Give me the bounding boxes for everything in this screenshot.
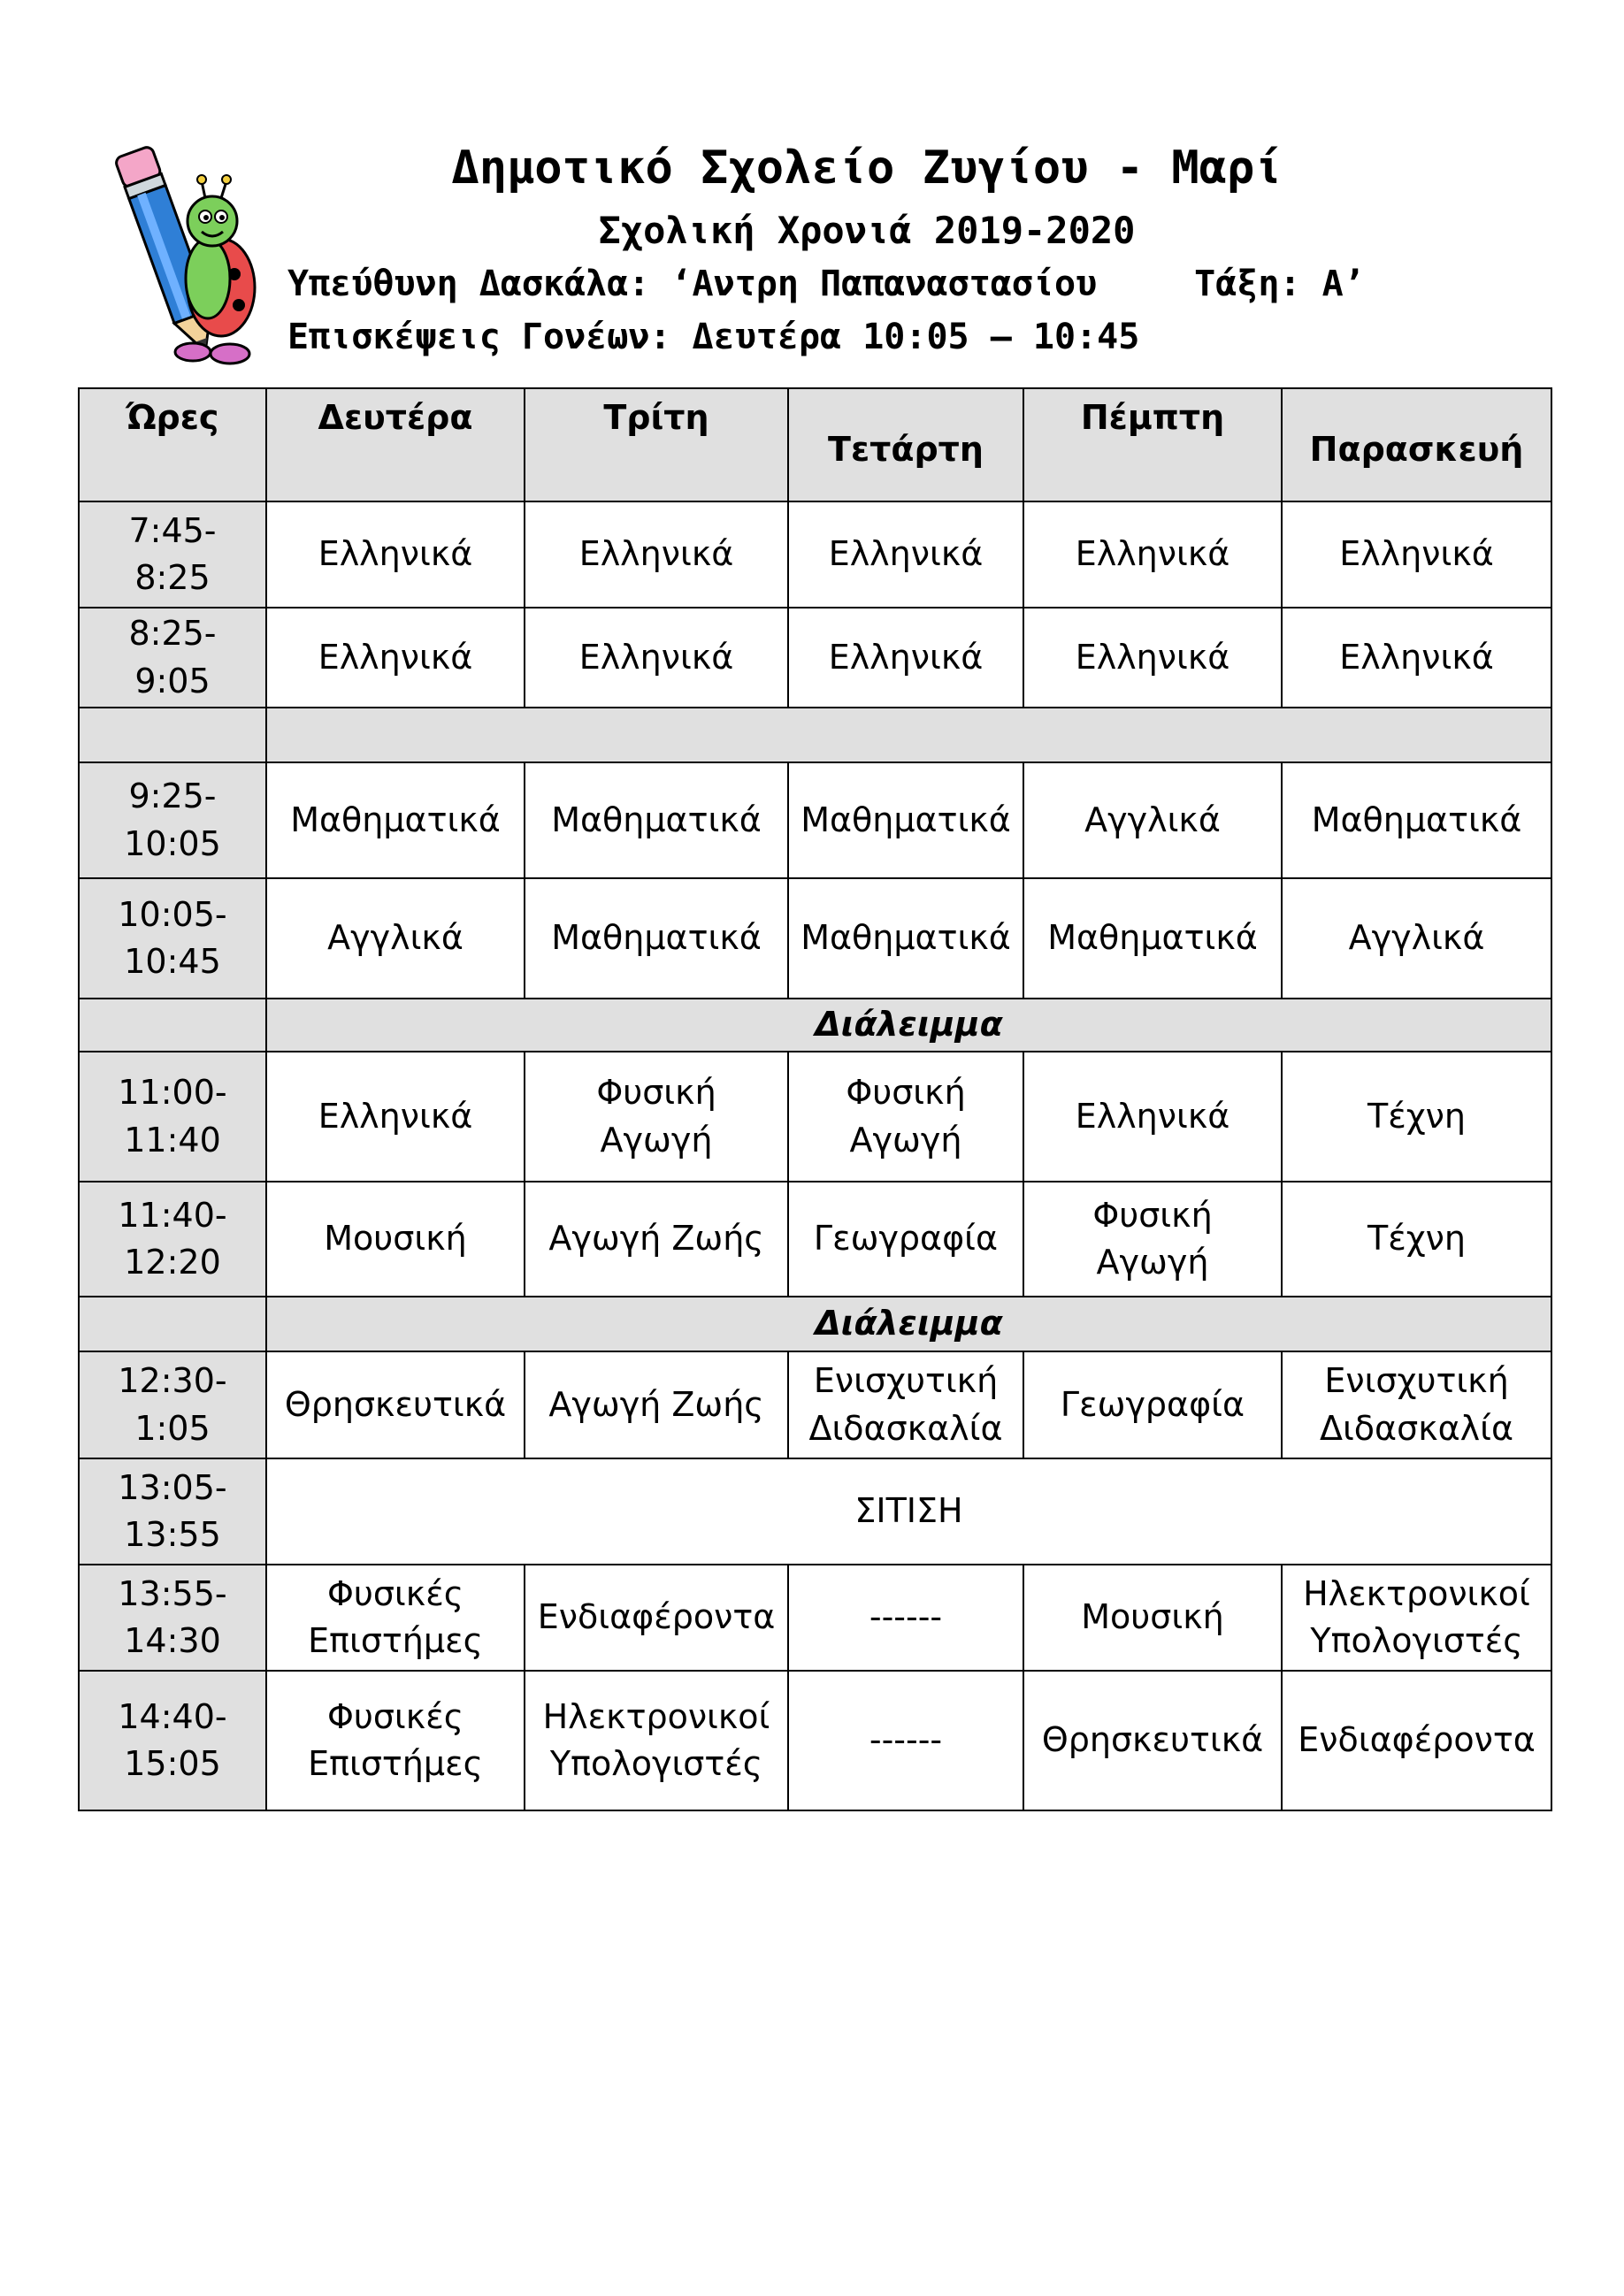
time-cell: 12:30- 1:05 bbox=[79, 1351, 266, 1458]
table-header-row bbox=[79, 388, 1551, 501]
lesson-cell: Ελληνικά bbox=[1282, 608, 1551, 708]
lesson-cell: Αγγλικά bbox=[1023, 762, 1282, 878]
lesson-cell: Γεωγραφία bbox=[788, 1182, 1023, 1297]
time-cell: 13:05- 13:55 bbox=[79, 1458, 266, 1565]
lesson-cell: Ενδιαφέροντα bbox=[1282, 1671, 1551, 1810]
lesson-cell: Φυσική Αγωγή bbox=[788, 1052, 1023, 1182]
lesson-cell: Μαθηματικά bbox=[266, 762, 525, 878]
lesson-cell: Μαθηματικά bbox=[788, 878, 1023, 999]
break-label: Διάλειμμα bbox=[266, 1297, 1551, 1351]
lesson-cell: Αγωγή Ζωής bbox=[525, 1351, 788, 1458]
lesson-cell: Ελληνικά bbox=[525, 608, 788, 708]
lesson-cell: Ηλεκτρονικοί Υπολογιστές bbox=[1282, 1565, 1551, 1671]
col-header-hours: Ώρες bbox=[79, 388, 266, 501]
lesson-cell: Ελληνικά bbox=[1282, 501, 1551, 608]
lesson-cell: Μαθηματικά bbox=[788, 762, 1023, 878]
time-cell: 11:40- 12:20 bbox=[79, 1182, 266, 1297]
lesson-cell: Μαθηματικά bbox=[1023, 878, 1282, 999]
table-row bbox=[79, 1671, 1551, 1810]
time-cell: 8:25- 9:05 bbox=[79, 608, 266, 708]
lesson-cell: Μαθηματικά bbox=[525, 878, 788, 999]
lesson-cell: Ελληνικά bbox=[525, 501, 788, 608]
table-row bbox=[79, 1182, 1551, 1297]
lesson-cell: Μουσική bbox=[266, 1182, 525, 1297]
break-time-cell bbox=[79, 1297, 266, 1351]
time-cell: 9:25- 10:05 bbox=[79, 762, 266, 878]
table-row bbox=[79, 608, 1551, 708]
col-header-wednesday: Τετάρτη bbox=[788, 388, 1023, 501]
lesson-cell: Ελληνικά bbox=[266, 608, 525, 708]
lesson-cell: Τέχνη bbox=[1282, 1182, 1551, 1297]
col-header-tuesday: Τρίτη bbox=[525, 388, 788, 501]
lesson-cell: Ελληνικά bbox=[788, 501, 1023, 608]
lesson-cell: Φυσικές Επιστήμες bbox=[266, 1671, 525, 1810]
lesson-cell: Φυσική Αγωγή bbox=[525, 1052, 788, 1182]
lesson-cell: Φυσική Αγωγή bbox=[1023, 1182, 1282, 1297]
lesson-cell: Φυσικές Επιστήμες bbox=[266, 1565, 525, 1671]
break-row bbox=[79, 1297, 1551, 1351]
pencil-bug-mascot-icon bbox=[88, 133, 274, 371]
lunch-cell: ΣΙΤΙΣΗ bbox=[266, 1458, 1551, 1565]
lesson-cell: Τέχνη bbox=[1282, 1052, 1551, 1182]
time-cell: 14:40- 15:05 bbox=[79, 1671, 266, 1810]
lesson-cell: Ελληνικά bbox=[1023, 501, 1282, 608]
lesson-cell: Θρησκευτικά bbox=[266, 1351, 525, 1458]
lesson-cell: Μουσική bbox=[1023, 1565, 1282, 1671]
lesson-cell: Γεωγραφία bbox=[1023, 1351, 1282, 1458]
table-row bbox=[79, 1458, 1551, 1565]
lesson-cell: Ελληνικά bbox=[266, 1052, 525, 1182]
lesson-cell: Αγγλικά bbox=[1282, 878, 1551, 999]
lesson-cell: Ελληνικά bbox=[788, 608, 1023, 708]
col-header-friday: Παρασκευή bbox=[1282, 388, 1551, 501]
table-row bbox=[79, 1351, 1551, 1458]
break-time-cell bbox=[79, 708, 266, 762]
timetable bbox=[78, 387, 1552, 1811]
lesson-cell: Ενισχυτική Διδασκαλία bbox=[1282, 1351, 1551, 1458]
table-row bbox=[79, 1052, 1551, 1182]
time-cell: 10:05- 10:45 bbox=[79, 878, 266, 999]
break-label: Διάλειμμα bbox=[266, 999, 1551, 1052]
table-row bbox=[79, 762, 1551, 878]
lesson-cell: Αγγλικά bbox=[266, 878, 525, 999]
table-row bbox=[79, 501, 1551, 608]
lesson-cell: ------ bbox=[788, 1565, 1023, 1671]
lesson-cell: ------ bbox=[788, 1671, 1023, 1810]
break-row bbox=[79, 999, 1551, 1052]
col-header-monday: Δευτέρα bbox=[266, 388, 525, 501]
teacher-name: Υπεύθυνη Δασκάλα: ‘Αντρη Παπαναστασίου bbox=[287, 264, 1098, 304]
lesson-cell: Ηλεκτρονικοί Υπολογιστές bbox=[525, 1671, 788, 1810]
lesson-cell: Θρησκευτικά bbox=[1023, 1671, 1282, 1810]
page-title: Δημοτικό Σχολείο Ζυγίου - Μαρί bbox=[451, 142, 1283, 195]
time-cell: 11:00- 11:40 bbox=[79, 1052, 266, 1182]
lesson-cell: Ελληνικά bbox=[266, 501, 525, 608]
table-row bbox=[79, 878, 1551, 999]
lesson-cell: Αγωγή Ζωής bbox=[525, 1182, 788, 1297]
time-cell: 13:55- 14:30 bbox=[79, 1565, 266, 1671]
class-label: Τάξη: Α’ bbox=[1194, 264, 1365, 304]
lesson-cell: Ελληνικά bbox=[1023, 608, 1282, 708]
break-row bbox=[79, 708, 1551, 762]
teacher-line bbox=[287, 264, 1365, 304]
table-row bbox=[79, 1565, 1551, 1671]
lesson-cell: Μαθηματικά bbox=[525, 762, 788, 878]
lesson-cell: Ενισχυτική Διδασκαλία bbox=[788, 1351, 1023, 1458]
break-cell bbox=[266, 708, 1551, 762]
col-header-thursday: Πέμπτη bbox=[1023, 388, 1282, 501]
lesson-cell: Μαθηματικά bbox=[1282, 762, 1551, 878]
lesson-cell: Ενδιαφέροντα bbox=[525, 1565, 788, 1671]
time-cell: 7:45- 8:25 bbox=[79, 501, 266, 608]
lesson-cell: Ελληνικά bbox=[1023, 1052, 1282, 1182]
break-time-cell bbox=[79, 999, 266, 1052]
school-year: Σχολική Χρονιά 2019-2020 bbox=[598, 209, 1136, 252]
parent-visits: Επισκέψεις Γονέων: Δευτέρα 10:05 – 10:45 bbox=[287, 317, 1140, 357]
